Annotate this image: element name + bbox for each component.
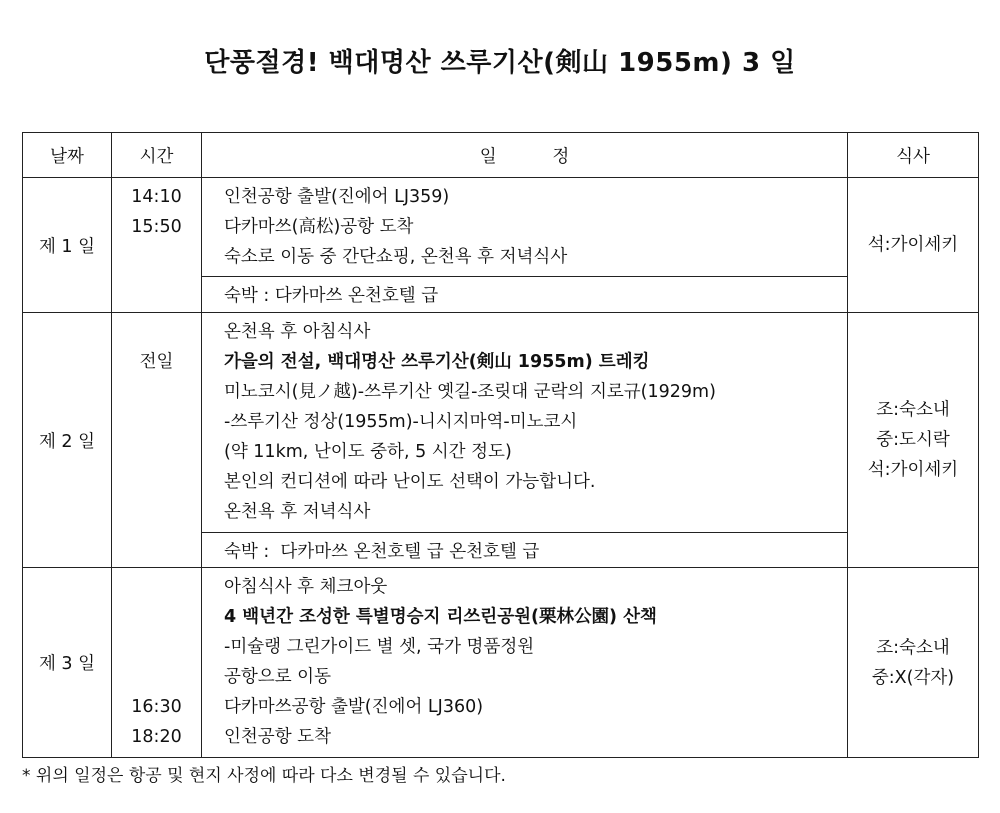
day1-label: 제 1 일 (23, 178, 112, 313)
day1-times (112, 178, 202, 313)
time-slot (112, 632, 201, 662)
time-slot: 16:30 (131, 697, 182, 717)
footnote: * 위의 일정은 항공 및 현지 사정에 따라 다소 변경될 수 있습니다. (22, 766, 506, 786)
schedule-line: 공항으로 이동 (224, 667, 331, 687)
meal-line: 중:도시락 (876, 430, 950, 450)
header-meal: 식사 (848, 133, 979, 178)
day1-schedule (202, 178, 848, 277)
schedule-line-highlight: 가을의 전설, 백대명산 쓰루기산(剣山 1955m) 트레킹 (224, 352, 650, 372)
time-slot (112, 572, 201, 602)
schedule-line: 다카마쓰공항 출발(진에어 LJ360) (224, 697, 484, 717)
meal-line: 조:숙소내 (876, 637, 950, 658)
time-slot: 18:20 (131, 727, 182, 747)
schedule-line: 미노코시(見ノ越)-쓰루기산 옛길-조릿대 군락의 지로규(1929m) (224, 382, 716, 402)
day2-meals (848, 313, 979, 568)
schedule-line: (약 11km, 난이도 중하, 5 시간 정도) (224, 442, 512, 462)
day3-label: 제 3 일 (23, 568, 112, 758)
schedule-line: 아침식사 후 체크아웃 (224, 577, 388, 597)
header-date: 날짜 (23, 133, 112, 178)
day2-schedule (202, 313, 848, 533)
schedule-line: 인천공항 도착 (224, 727, 331, 747)
time-slot: 15:50 (131, 217, 182, 237)
schedule-line: 온천욕 후 저녁식사 (224, 502, 371, 522)
day1-row (23, 178, 979, 277)
header-schedule: 일 정 (202, 133, 848, 178)
day3-times (112, 568, 202, 758)
schedule-line: 인천공항 출발(진에어 LJ359) (224, 187, 450, 207)
day3-row (23, 568, 979, 758)
day2-stay: 숙박 : 다카마쓰 온천호텔 급 온천호텔 급 (202, 533, 848, 568)
schedule-line: 숙소로 이동 중 간단쇼핑, 온천욕 후 저녁식사 (224, 247, 568, 267)
time-slot (112, 662, 201, 692)
day2-row (23, 313, 979, 533)
schedule-line: 본인의 컨디션에 따라 난이도 선택이 가능합니다. (224, 472, 596, 492)
schedule-line: 다카마쓰(高松)공항 도착 (224, 217, 414, 237)
time-slot: 14:10 (131, 187, 182, 207)
day1-stay: 숙박 : 다카마쓰 온천호텔 급 (202, 277, 848, 313)
schedule-line: 온천욕 후 아침식사 (224, 322, 371, 342)
header-row (23, 133, 979, 178)
day3-meals (848, 568, 979, 758)
schedule-line-highlight: 4 백년간 조성한 특별명승지 리쓰린공원(栗林公園) 산책 (224, 607, 657, 627)
day2-times (112, 313, 202, 568)
day3-schedule (202, 568, 848, 758)
meal-line: 조:숙소내 (876, 400, 950, 420)
meal-line: 석:가이세키 (867, 235, 959, 255)
page-title: 단풍절경! 백대명산 쓰루기산(剣山 1955m) 3 일 (204, 48, 796, 78)
header-time: 시간 (112, 133, 202, 178)
day1-meals (848, 178, 979, 313)
time-slot (112, 602, 201, 632)
time-slot: 전일 (139, 352, 174, 372)
schedule-line: -미슐랭 그린가이드 별 셋, 국가 명품정원 (224, 637, 535, 657)
itinerary-table (22, 132, 979, 758)
meal-line: 중:X(각자) (871, 667, 955, 688)
day2-label: 제 2 일 (23, 313, 112, 568)
meal-line: 석:가이세키 (867, 460, 959, 480)
schedule-line: -쓰루기산 정상(1955m)-니시지마역-미노코시 (224, 412, 578, 432)
